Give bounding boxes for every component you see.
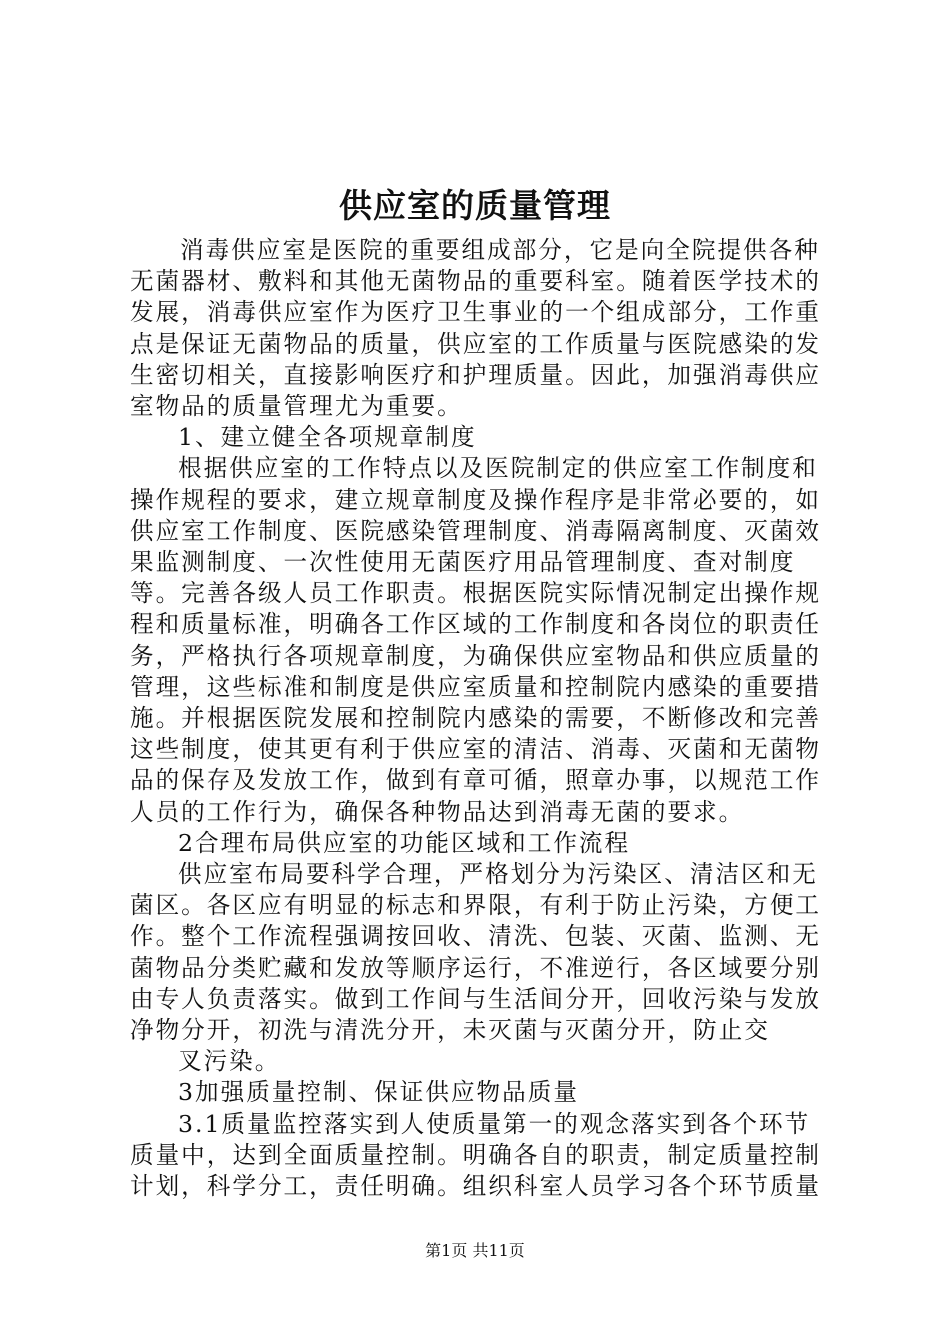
intro-paragraph: 消毒供应室是医院的重要组成部分，它是向全院提供各种无菌器材、敷料和其他无菌物品的重要科室。随着医学技术的发展，消毒供应室作为医疗卫生事业的一个组成部分，工作重点是保证无菌物品的质量，供应室的工作质量与医院感染的发生密切相关，直接影响医疗和护理质量。因此，加强消毒供应室物品的质量管理尤为重要。: [130, 236, 822, 421]
section-2-continuation: 叉污染。: [178, 1047, 281, 1076]
document-body: [130, 235, 830, 1202]
section-2-paragraph: 供应室布局要科学合理，严格划分为污染区、清洁区和无菌区。各区应有明显的标志和界限，有利于防止污染，方便工作。整个工作流程强调按回收、清洗、包装、灭菌、监测、无菌物品分类贮藏和发放等顺序运行，不准逆行，各区域要分别由专人负责落实。做到工作间与生活间分开，回收污染与发放净物分开，初洗与清洗分开，未灭菌与灭菌分开，防止交: [130, 860, 822, 1045]
section-heading-3: 3加强质量控制、保证供应物品质量: [178, 1078, 579, 1107]
section-3-paragraph: 3.1质量监控落实到人使质量第一的观念落实到各个环节质量中，达到全面质量控制。明确各自的职责，制定质量控制计划，科学分工，责任明确。组织科室人员学习各个环节质量: [130, 1109, 822, 1201]
section-heading-2: 2合理布局供应室的功能区域和工作流程: [178, 828, 631, 857]
page-footer: 第1页 共11页: [425, 1241, 525, 1260]
section-heading-1: 1、建立健全各项规章制度: [178, 423, 477, 452]
section-1-paragraph: 根据供应室的工作特点以及医院制定的供应室工作制度和操作规程的要求，建立规章制度及操作程序是非常必要的，如供应室工作制度、医院感染管理制度、消毒隔离制度、灭菌效果监测制度、一次性使用无菌医疗用品管理制度、查对制度等。完善各级人员工作职责。根据医院实际情况制定出操作规程和质量标准，明确各工作区域的工作制度和各岗位的职责任务，严格执行各项规章制度，为确保供应室物品和供应质量的管理，这些标准和制度是供应室质量和控制院内感染的重要措施。并根据医院发展和控制院内感染的需要，不断修改和完善这些制度，使其更有利于供应室的清洁、消毒、灭菌和无菌物品的保存及发放工作，做到有章可循，照章办事，以规范工作人员的工作行为，确保各种物品达到消毒无菌的要求。: [130, 454, 822, 826]
document-title: 供应室的质量管理: [339, 186, 611, 225]
